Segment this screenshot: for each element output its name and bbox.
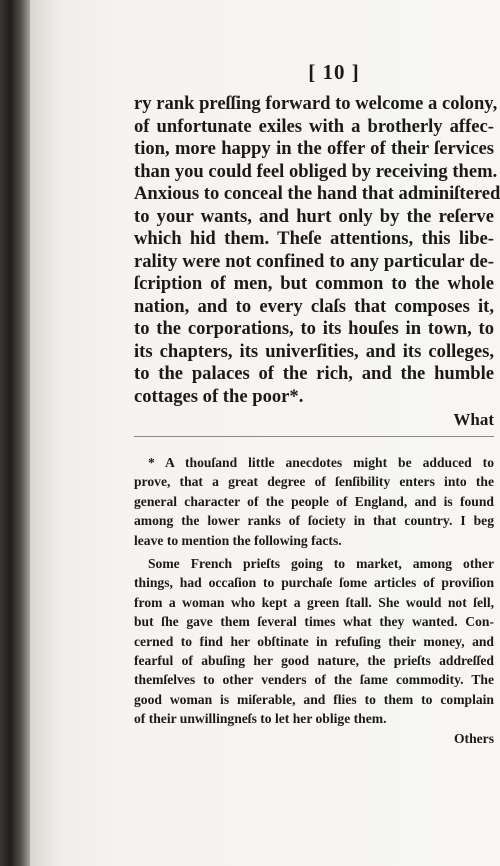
footnote-line: from a woman who kept a green ſtall. She would not ſell, [134,594,494,610]
text-line: nation, and to every claſs that composes it, [134,295,494,317]
text-line: than you could feel obliged by receiving them. [134,160,498,182]
book-spine [0,0,30,866]
footnote-line: general character of the people of England, and is found [134,493,494,509]
footnote-line: cerned to find her obſtinate in refuſing their money, and [134,633,494,649]
footnote-line: things, had occaſion to purchaſe ſome articles of proviſion [134,575,494,591]
book-page [30,0,500,866]
text-line: to the corporations, to its houſes in town, to [134,318,494,339]
footnote-divider [134,436,494,437]
footnote-line: leave to mention the following facts. [134,532,342,548]
footnote-line: but ſhe gave them ſeveral times what they wanted. Con- [134,614,494,630]
page-number: [ 10 ] [308,60,360,84]
main-text [134,93,500,408]
text-line: ry rank preſſing forward to welcome a colony, [134,93,498,114]
footnote-line: * A thouſand little anecdotes might be adduced to [148,455,494,470]
text-line: to your wants, and hurt only by the reſerve [134,205,494,227]
footnote-line: good woman is miſerable, and flies to them to complain [134,691,494,707]
text-line: its chapters, its univerſities, and its colleges, [134,340,494,362]
footnote-line: among the lower ranks of ſociety in that country. I beg [134,513,494,529]
footnote-line: Some French prieſts going to market, among other [148,556,494,572]
page-content [134,60,500,747]
footnote-line: prove, that a great degree of ſenſibility enters into the [134,474,494,490]
text-line: rality were not confined to any particular de- [134,250,494,272]
text-line: Anxious to conceal the hand that adminiſtered [134,183,500,204]
text-line: to the palaces of the rich, and the humble [134,363,494,384]
text-line: which hid them. Theſe attentions, this libe- [134,228,494,249]
footnote-line: themſelves to other venders of the ſame commodity. The [134,672,494,688]
text-line: tion, more happy in the offer of their ſervices [134,138,494,159]
footnote-catchword: Others [453,730,494,746]
text-line: cottages of the poor*. [134,385,304,407]
footnote-paragraph [134,453,494,550]
footnote-line: of their unwillingneſs to let her oblige them. [134,711,387,727]
footnote-paragraph [134,554,494,729]
text-line: ſcription of men, but common to the whole [134,273,494,294]
text-line: of unfortunate exiles with a brotherly affec- [134,115,494,137]
footnote-line: fearful of abuſing her good nature, the prieſts addreſſed [134,653,494,669]
catchword: What [453,410,494,429]
